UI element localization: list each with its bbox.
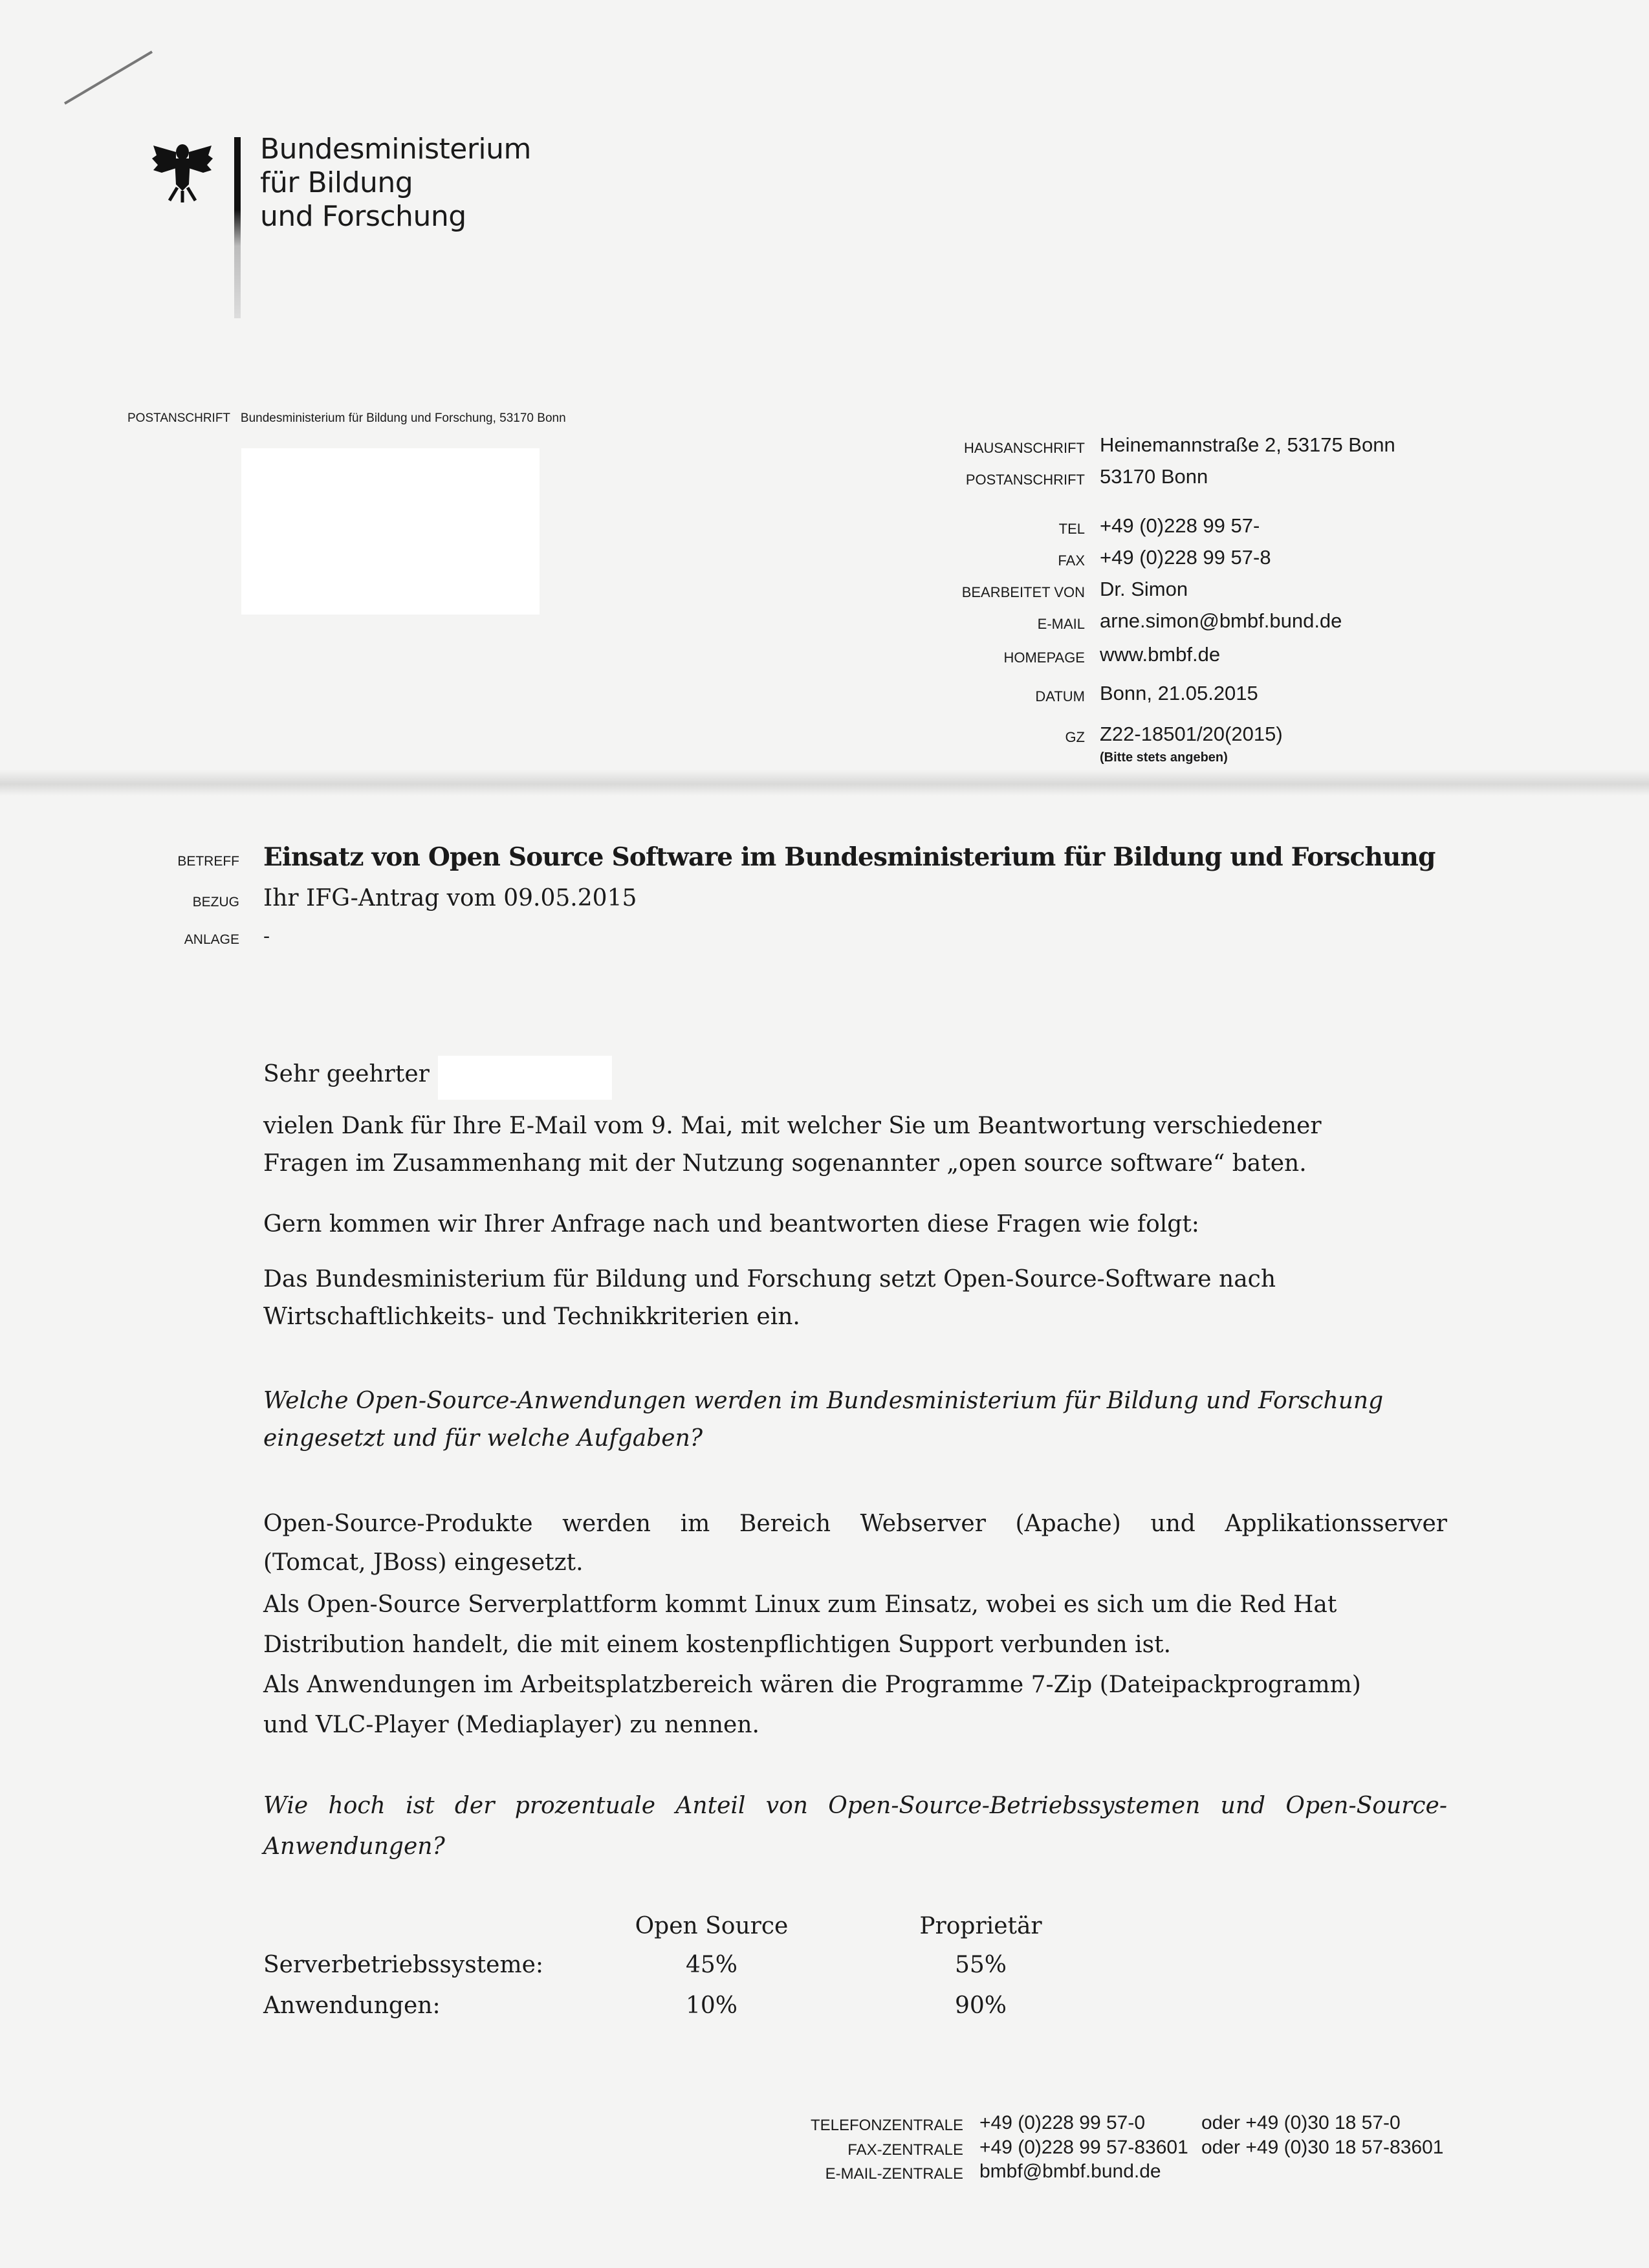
contact-value: +49 (0)228 99 57- [1100,514,1260,537]
ministry-line: Bundesministerium [260,133,531,166]
footer-alt: oder +49 (0)30 18 57-0 [1201,2112,1401,2133]
contact-label: DATUM [1035,688,1085,704]
table-row-label: Anwendungen: [263,1992,441,2019]
ministry-line: und Forschung [260,200,466,233]
bezug-value: Ihr IFG-Antrag vom 09.05.2015 [263,885,637,911]
subject: Einsatz von Open Source Software im Bundesministerium für Bildung und Forschung [263,842,1436,872]
contact-value: +49 (0)228 99 57-8 [1100,546,1271,569]
contact-value: Dr. Simon [1100,578,1188,600]
table-cell-prop: 90% [954,1992,1007,2019]
answer-line: und VLC-Player (Mediaplayer) zu nennen. [263,1712,759,1738]
pen-mark [61,45,158,110]
salutation: Sehr geehrter [263,1061,430,1087]
paragraph-line: vielen Dank für Ihre E-Mail vom 9. Mai, mit welcher Sie um Beantwortung verschiedener [263,1113,1322,1139]
anlage-label: ANLAGE [184,932,239,947]
question-line: Wie hoch ist der prozentuale Anteil von Open-Source-Betriebssystemen und Open-Source- [263,1793,1447,1819]
return-address-label: POSTANSCHRIFT [127,411,231,425]
table-header-proprietary: Proprietär [919,1913,1042,1939]
table-cell-open: 45% [685,1952,737,1978]
contact-email[interactable]: arne.simon@bmbf.bund.de [1100,609,1342,632]
table-row-label: Serverbetriebssysteme: [263,1952,544,1978]
contact-label: GZ [1065,729,1085,745]
footer-email[interactable]: bmbf@bmbf.bund.de [979,2161,1161,2182]
redacted-recipient-address [241,448,540,615]
contact-value: 53170 Bonn [1100,465,1208,488]
question-line: eingesetzt und für welche Aufgaben? [263,1425,703,1452]
logo-bar [234,137,241,318]
answer-line: Distribution handelt, die mit einem kostenpflichtigen Support verbunden ist. [263,1631,1172,1658]
footer-value: +49 (0)228 99 57-83601 [979,2137,1188,2158]
gz-note: (Bitte stets angeben) [1100,750,1228,765]
betreff-label: BETREFF [177,854,239,869]
contact-label: E-MAIL [1037,616,1085,632]
question-line: Welche Open-Source-Anwendungen werden im Bundesministerium für Bildung und Forschung [263,1388,1384,1414]
question-line: Anwendungen? [263,1833,445,1860]
redacted-name [438,1056,612,1100]
paragraph-line: Das Bundesministerium für Bildung und Forschung setzt Open-Source-Software nach [263,1266,1276,1292]
contact-label: HAUSANSCHRIFT [963,440,1085,456]
answer-line: (Tomcat, JBoss) eingesetzt. [263,1549,584,1576]
return-address [127,411,566,426]
contact-label: BEARBEITET VON [961,584,1085,600]
paragraph-line: Fragen im Zusammenhang mit der Nutzung sogenannter „open source software“ baten. [263,1150,1307,1177]
ministry-line: für Bildung [260,166,413,199]
footer-label: E-MAIL-ZENTRALE [825,2165,963,2183]
table-header-open-source: Open Source [635,1913,789,1939]
footer-alt: oder +49 (0)30 18 57-83601 [1201,2137,1444,2158]
table-cell-open: 10% [685,1992,737,2019]
contact-label: FAX [1058,552,1085,569]
ministry-name [260,133,531,234]
federal-eagle-icon [150,133,215,204]
contact-label: POSTANSCHRIFT [965,472,1085,488]
paper-fold [0,770,1649,796]
footer-label: FAX-ZENTRALE [847,2141,963,2159]
contact-date: Bonn, 21.05.2015 [1100,682,1258,704]
return-address-value: Bundesministerium für Bildung und Forschung, 53170 Bonn [240,411,566,425]
table-cell-prop: 55% [954,1952,1007,1978]
contact-homepage[interactable]: www.bmbf.de [1100,643,1221,666]
paragraph-line: Wirtschaftlichkeits- und Technikkriterien ein. [263,1303,800,1330]
contact-reference: Z22-18501/20(2015) [1100,723,1283,745]
contact-label: TEL [1058,521,1085,537]
contact-label: HOMEPAGE [1003,649,1085,666]
footer-value: +49 (0)228 99 57-0 [979,2112,1146,2133]
bezug-label: BEZUG [192,895,239,910]
paragraph: Gern kommen wir Ihrer Anfrage nach und beantworten diese Fragen wie folgt: [263,1211,1199,1238]
footer-label: TELEFONZENTRALE [810,2117,963,2134]
contact-value: Heinemannstraße 2, 53175 Bonn [1100,433,1395,456]
anlage-value: - [263,925,270,948]
answer-line: Open-Source-Produkte werden im Bereich Webserver (Apache) und Applikationsserver [263,1510,1447,1537]
answer-line: Als Anwendungen im Arbeitsplatzbereich wären die Programme 7-Zip (Dateipackprogramm) [263,1672,1361,1698]
answer-line: Als Open-Source Serverplattform kommt Linux zum Einsatz, wobei es sich um die Red Hat [263,1591,1337,1618]
